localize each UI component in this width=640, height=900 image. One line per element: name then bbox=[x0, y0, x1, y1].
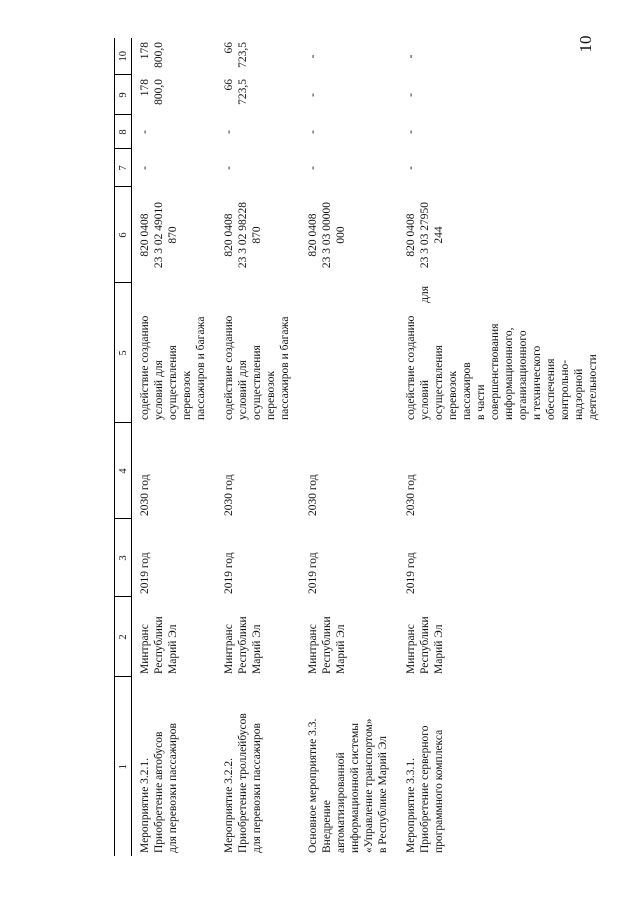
result-cell bbox=[300, 283, 398, 423]
result-cell: содействие созданию условий для осуществления перевозок пассажиров и багажа bbox=[139, 315, 207, 420]
value-cell: - bbox=[223, 166, 235, 170]
value-cell: - bbox=[139, 130, 151, 134]
end-year-cell: 2030 год bbox=[405, 474, 417, 516]
value-cell: - bbox=[307, 93, 319, 97]
value-cell: - bbox=[307, 166, 319, 170]
budget-code-cell: 820 0408 23 3 03 00000 000 bbox=[307, 201, 347, 269]
executor-cell: Минтранс Республики Марий Эл bbox=[307, 616, 347, 674]
start-year-cell: 2019 год bbox=[405, 552, 417, 594]
header-cell: 9 bbox=[115, 75, 132, 115]
value-cell: - bbox=[139, 166, 151, 170]
value-cell: 178 800,0 bbox=[139, 79, 165, 105]
executor-cell: Минтранс Республики Марий Эл bbox=[405, 616, 445, 674]
table-row bbox=[300, 38, 398, 856]
value-cell: - bbox=[405, 93, 417, 97]
value-cell: - bbox=[307, 54, 319, 59]
value-cell: - bbox=[223, 130, 235, 134]
value-cell: - bbox=[405, 130, 417, 134]
header-cell: 5 bbox=[115, 283, 132, 423]
result-cell: содействие созданию условий для осуществления перевозок пассажиров в части совершенствования информационного, организационного и технического обеспечения контрольно- надзорной деятельности bbox=[405, 286, 599, 420]
end-year-cell: 2030 год bbox=[223, 474, 235, 516]
budget-code-cell: 820 0408 23 3 02 49010 870 bbox=[139, 201, 179, 269]
header-row bbox=[115, 38, 132, 856]
budget-code-cell: 820 0408 23 3 02 98228 870 bbox=[223, 201, 263, 269]
header-cell: 1 bbox=[115, 677, 132, 856]
table-row bbox=[398, 38, 600, 856]
header-cell: 7 bbox=[115, 149, 132, 187]
value-cell: - bbox=[405, 166, 417, 170]
value-cell: 66 723,5 bbox=[223, 79, 249, 105]
start-year-cell: 2019 год bbox=[223, 552, 235, 594]
header-cell: 6 bbox=[115, 187, 132, 283]
executor-cell: Минтранс Республики Марий Эл bbox=[139, 616, 179, 674]
header-cell: 8 bbox=[115, 115, 132, 149]
result-cell: содействие созданию условий для осуществления перевозок пассажиров и багажа bbox=[223, 315, 291, 420]
program-table bbox=[114, 38, 600, 856]
rotated-table-container bbox=[114, 38, 599, 856]
start-year-cell: 2019 год bbox=[139, 552, 151, 594]
header-cell: 3 bbox=[115, 519, 132, 597]
value-cell: 178 800,0 bbox=[139, 42, 165, 68]
activity-name-cell: Мероприятие 3.3.1. Приобретение серверного программного комплекса bbox=[405, 725, 445, 853]
header-cell: 10 bbox=[115, 38, 132, 75]
executor-cell: Минтранс Республики Марий Эл bbox=[223, 616, 263, 674]
activity-name-cell: Мероприятие 3.2.2. Приобретение троллейбусов для перевозки пассажиров bbox=[223, 713, 263, 853]
end-year-cell: 2030 год bbox=[139, 474, 151, 516]
activity-name-cell: Основное мероприятие 3.3. Внедрение автоматизированной информационной системы «Управление транспортом» в Республике Марий Эл bbox=[307, 718, 389, 853]
table-row bbox=[132, 38, 217, 856]
page-number: 10 bbox=[576, 35, 595, 53]
end-year-cell: 2030 год bbox=[307, 474, 319, 516]
budget-code-cell: 820 0408 23 3 03 27950 244 bbox=[405, 201, 445, 269]
header-cell: 4 bbox=[115, 423, 132, 519]
value-cell: - bbox=[307, 130, 319, 134]
activity-name-cell: Мероприятие 3.2.1. Приобретение автобусов для перевозки пассажиров bbox=[139, 723, 179, 853]
value-cell: - bbox=[405, 54, 417, 59]
table-row bbox=[216, 38, 300, 856]
value-cell: 66 723,5 bbox=[223, 42, 249, 68]
header-cell: 2 bbox=[115, 597, 132, 677]
start-year-cell: 2019 год bbox=[307, 552, 319, 594]
